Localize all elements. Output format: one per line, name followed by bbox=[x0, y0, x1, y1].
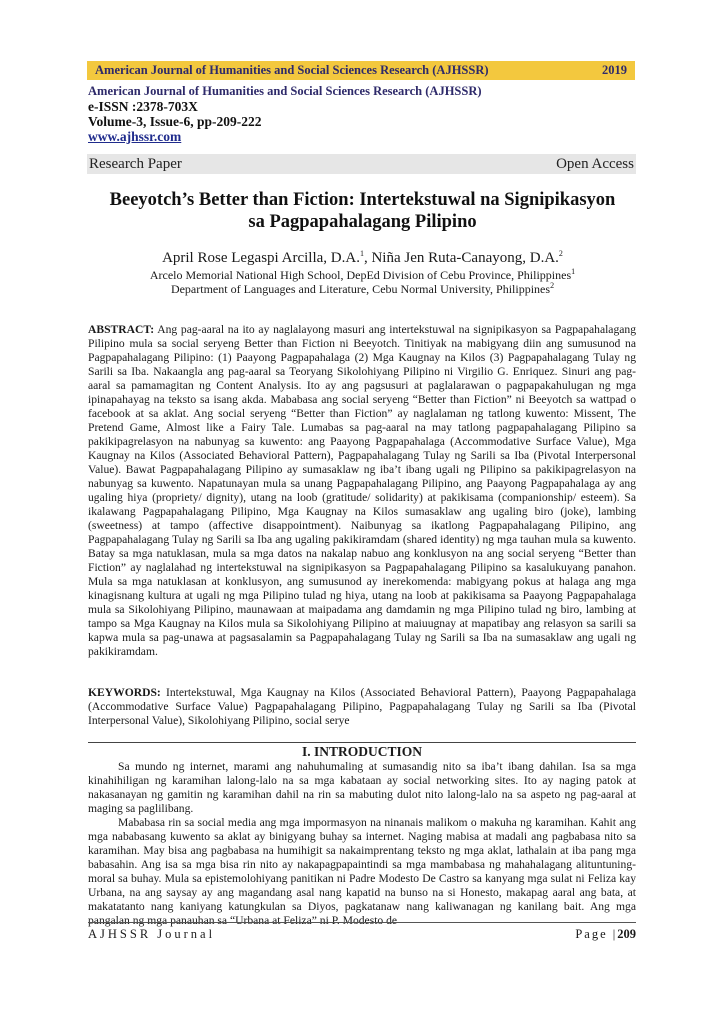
footer-journal: AJHSSR Journal bbox=[88, 927, 216, 941]
author-1-affil-mark: 1 bbox=[359, 249, 364, 258]
affiliation-1-mark: 1 bbox=[571, 267, 576, 276]
journal-header-bar bbox=[87, 61, 635, 80]
abstract-label: ABSTRACT: bbox=[88, 323, 155, 336]
section-heading-introduction: I. INTRODUCTION bbox=[301, 744, 423, 759]
journal-bar-year: 2019 bbox=[602, 63, 627, 77]
journal-name: American Journal of Humanities and Social Sciences Research (AJHSSR) bbox=[88, 84, 482, 98]
footer-page-label: Page | bbox=[575, 927, 618, 941]
journal-url-link[interactable]: www.ajhssr.com bbox=[88, 129, 182, 144]
journal-volume: Volume-3, Issue-6, pp-209-222 bbox=[88, 114, 262, 129]
author-separator: , bbox=[363, 250, 372, 266]
title-line-1: Beeyotch’s Better than Fiction: Intertekstuwal na Signipikasyon bbox=[109, 190, 616, 210]
footer-page-number: 209 bbox=[617, 927, 636, 941]
author-2-affil-mark: 2 bbox=[558, 249, 563, 258]
paper-type: Research Paper bbox=[89, 155, 182, 172]
keywords bbox=[88, 686, 636, 728]
section-divider bbox=[88, 742, 636, 743]
journal-issn: e-ISSN :2378-703X bbox=[88, 99, 198, 114]
footer-page bbox=[575, 927, 636, 942]
paper-title bbox=[90, 189, 635, 233]
abstract-text: Ang pag-aaral na ito ay naglalayong masuri ang intertekstuwal na signipikasyon sa Pagpapahalagang Pilipino mula sa social seryeng Better than Fiction ni Beeyotch. Tinitiyak na mabigyang diin ang sumusunod na Pagpapahalagang Pilipino: (1) Paayong Pagpapahalaga (2) Mga Kaugnay na Kilos (3) Pagpapahalagang Tulay ng Sarili sa Iba. Nakaangla ang pag-aaral sa Teoryang Sikolohiyang Pilipino ni Virgilio G. Enriquez. Sinuri ang pag-aaral sa pamamagitan ng Content Analysis. Ito ay ang pagsusuri at paglalarawan o pagpapakahulugan ng mga ipinapahayag na teksto sa isang akda. Mababasa ang social seryeng “Better than Fiction” ni Beeyotch sa wattpad o facebook at sa aklat. Ang social seryeng “Better than Fiction” ay naglalaman ng tatlong kuwento: Missent, The Pretend Game, Almost like a Fairy Tale. Lumabas sa pag-aaral na may tatlong pagpapahalagang Pilipino sa pakikipagrelasyon na nabunyag sa kuwento: ang Paayong Pagpapahalaga (Accommodative Surface Value), Mga Kaugnay na Kilos (Associated Behavioral Pattern), Pagpapahalagang Tulay ng Sarili sa Iba (Pivotal Interpersonal Value). Bawat Pagpapahalagang Pilipino ay sumasaklaw ng iba’t ibang ugali ng Pilipino sa pakikipagrelasyon na nabunyag sa kuwento. Napatunayan mula sa unang Pagpapahalagang Pilipino, ang Paayong Pagpapahalaga ay ang ugaling hiya (propriety/ dignity), utang na loob (gratitude/ solidarity) at pakikisama (companionship/ esteem). Sa ikalawang Pagpapahalagang Pilipino, Mga Kaugnay na Kilos sumasaklaw ang ugaling biro (joke), lambing (sweetness) at tampo (affective disappointment). Naibunyag sa ikatlong Pagpapahalagang Pilipino, ang Pagpapahalagang Tulay ng Sarili sa Iba ang ugaling pakikiramdam (shared identity) ng mga tauhan mula sa kuwento. Batay sa mga natuklasan, mula sa mga datos na nakalap nabuo ang konklusyon na ang social seryeng “Better than Fiction” ay naglalahad ng intertekstuwal na signipikasyon sa Pagpapahalagang Pilipino sa kasalukuyang panahon. Mula sa mga natuklasan at konklusyon, ang sumusunod ay inerekomenda: mabigyang pokus at halaga ang mga kinagisnang kultura at ugali ng mga Pilipino tulad ng hiya, utang na loob at pakikisama sa Paayong Pagpapahalaga mula sa Sikolohiyang Pilipino, maunawaan at maipadama ang damdamin ng mga Pilipino tulad ng biro, lambing at tampo sa Mga Kaugnay na Kilos mula sa Sikolohiyang Pilipino at maiuugnay at mapatibay ang relasyon sa sarili sa kapwa mula sa pag-unawa at pagsasalamin sa Pagpapahalagang Tulay ng Sarili sa Iba na sumasaklaw ang ugali ng pakikiramdam. bbox=[88, 323, 636, 658]
author-1: April Rose Legaspi Arcilla, D.A. bbox=[162, 250, 360, 266]
affiliation-2-mark: 2 bbox=[550, 281, 555, 290]
journal-bar-title: American Journal of Humanities and Social Sciences Research (AJHSSR) bbox=[95, 63, 489, 77]
keywords-text: Intertekstuwal, Mga Kaugnay na Kilos (Associated Behavioral Pattern), Paayong Pagpapahalaga (Accommodative Surface Value) Pagpapahalagang Pilipino, Pagpapahalagang Tulay ng Sarili sa Iba (Pivotal Interpersonal Value), Sikolohiyang Pilipino, social serye bbox=[88, 686, 636, 727]
author-2: Niña Jen Ruta-Canayong, D.A. bbox=[371, 250, 559, 266]
keywords-label: KEYWORDS: bbox=[88, 686, 161, 699]
page-footer bbox=[88, 922, 636, 942]
abstract bbox=[88, 323, 636, 659]
affiliation-2 bbox=[90, 278, 635, 297]
intro-paragraph-2: Mababasa rin sa social media ang mga impormasyon na ninanais malikom o makuha ng karamihan. Kahit ang mga nababasang kuwento sa aklat ay binigyang buhay sa internet. Naging mabisa at madali ang pagbabasa nito sa karamihan. May bisa ang pagbabasa na humihigit sa nakaimprentang teksto ng mga aklat, lathalain at iba pang mga babasahin. Ang isa sa mga bisa rin nito ay nakapagpapaintindi sa mga mambabasa ng mahahalagang alituntuning-moral sa buhay. Mula sa epistemolohiyang panitikan ni Padre Modesto De Castro sa kanyang mga sulat ni Feliza kay Urbana, na ang saysay ay ang magandang asal nang kapatid na bunso na si Honesto, makapag aaral ang bata, at makatatanto nang kaniyang katungkulan sa Diyos, pagkatanaw nang kaliwanagan ng kanilang bait. Ang mga pangalan ng mga panauhan sa “Urbana at Feliza” ni P. Modesto de bbox=[88, 816, 636, 927]
affiliation-1-text: Arcelo Memorial National High School, DepEd Division of Cebu Province, Philippines bbox=[149, 268, 572, 282]
intro-paragraph-1: Sa mundo ng internet, marami ang nahuhumaling at sumasandig nito sa iba’t ibang dahilan. Isa sa mga kinahihiligan ng karamihan lalong-lalo na sa mga kabataan ay social networking sites. Ito ay naging patok at nakasanayan ng gamitin ng karamihan dahil na rin sa mabuting dulot nito lalong-lalo na sa aspeto ng pag-aaral at maging sa paglilibang. bbox=[88, 760, 636, 815]
open-access-label: Open Access bbox=[556, 155, 634, 172]
title-line-2: sa Pagpapahalagang Pilipino bbox=[248, 212, 477, 232]
affiliation-2-text: Department of Languages and Literature, Cebu Normal University, Philippines bbox=[170, 282, 551, 296]
journal-info bbox=[88, 84, 638, 145]
paper-type-bar bbox=[87, 154, 636, 174]
